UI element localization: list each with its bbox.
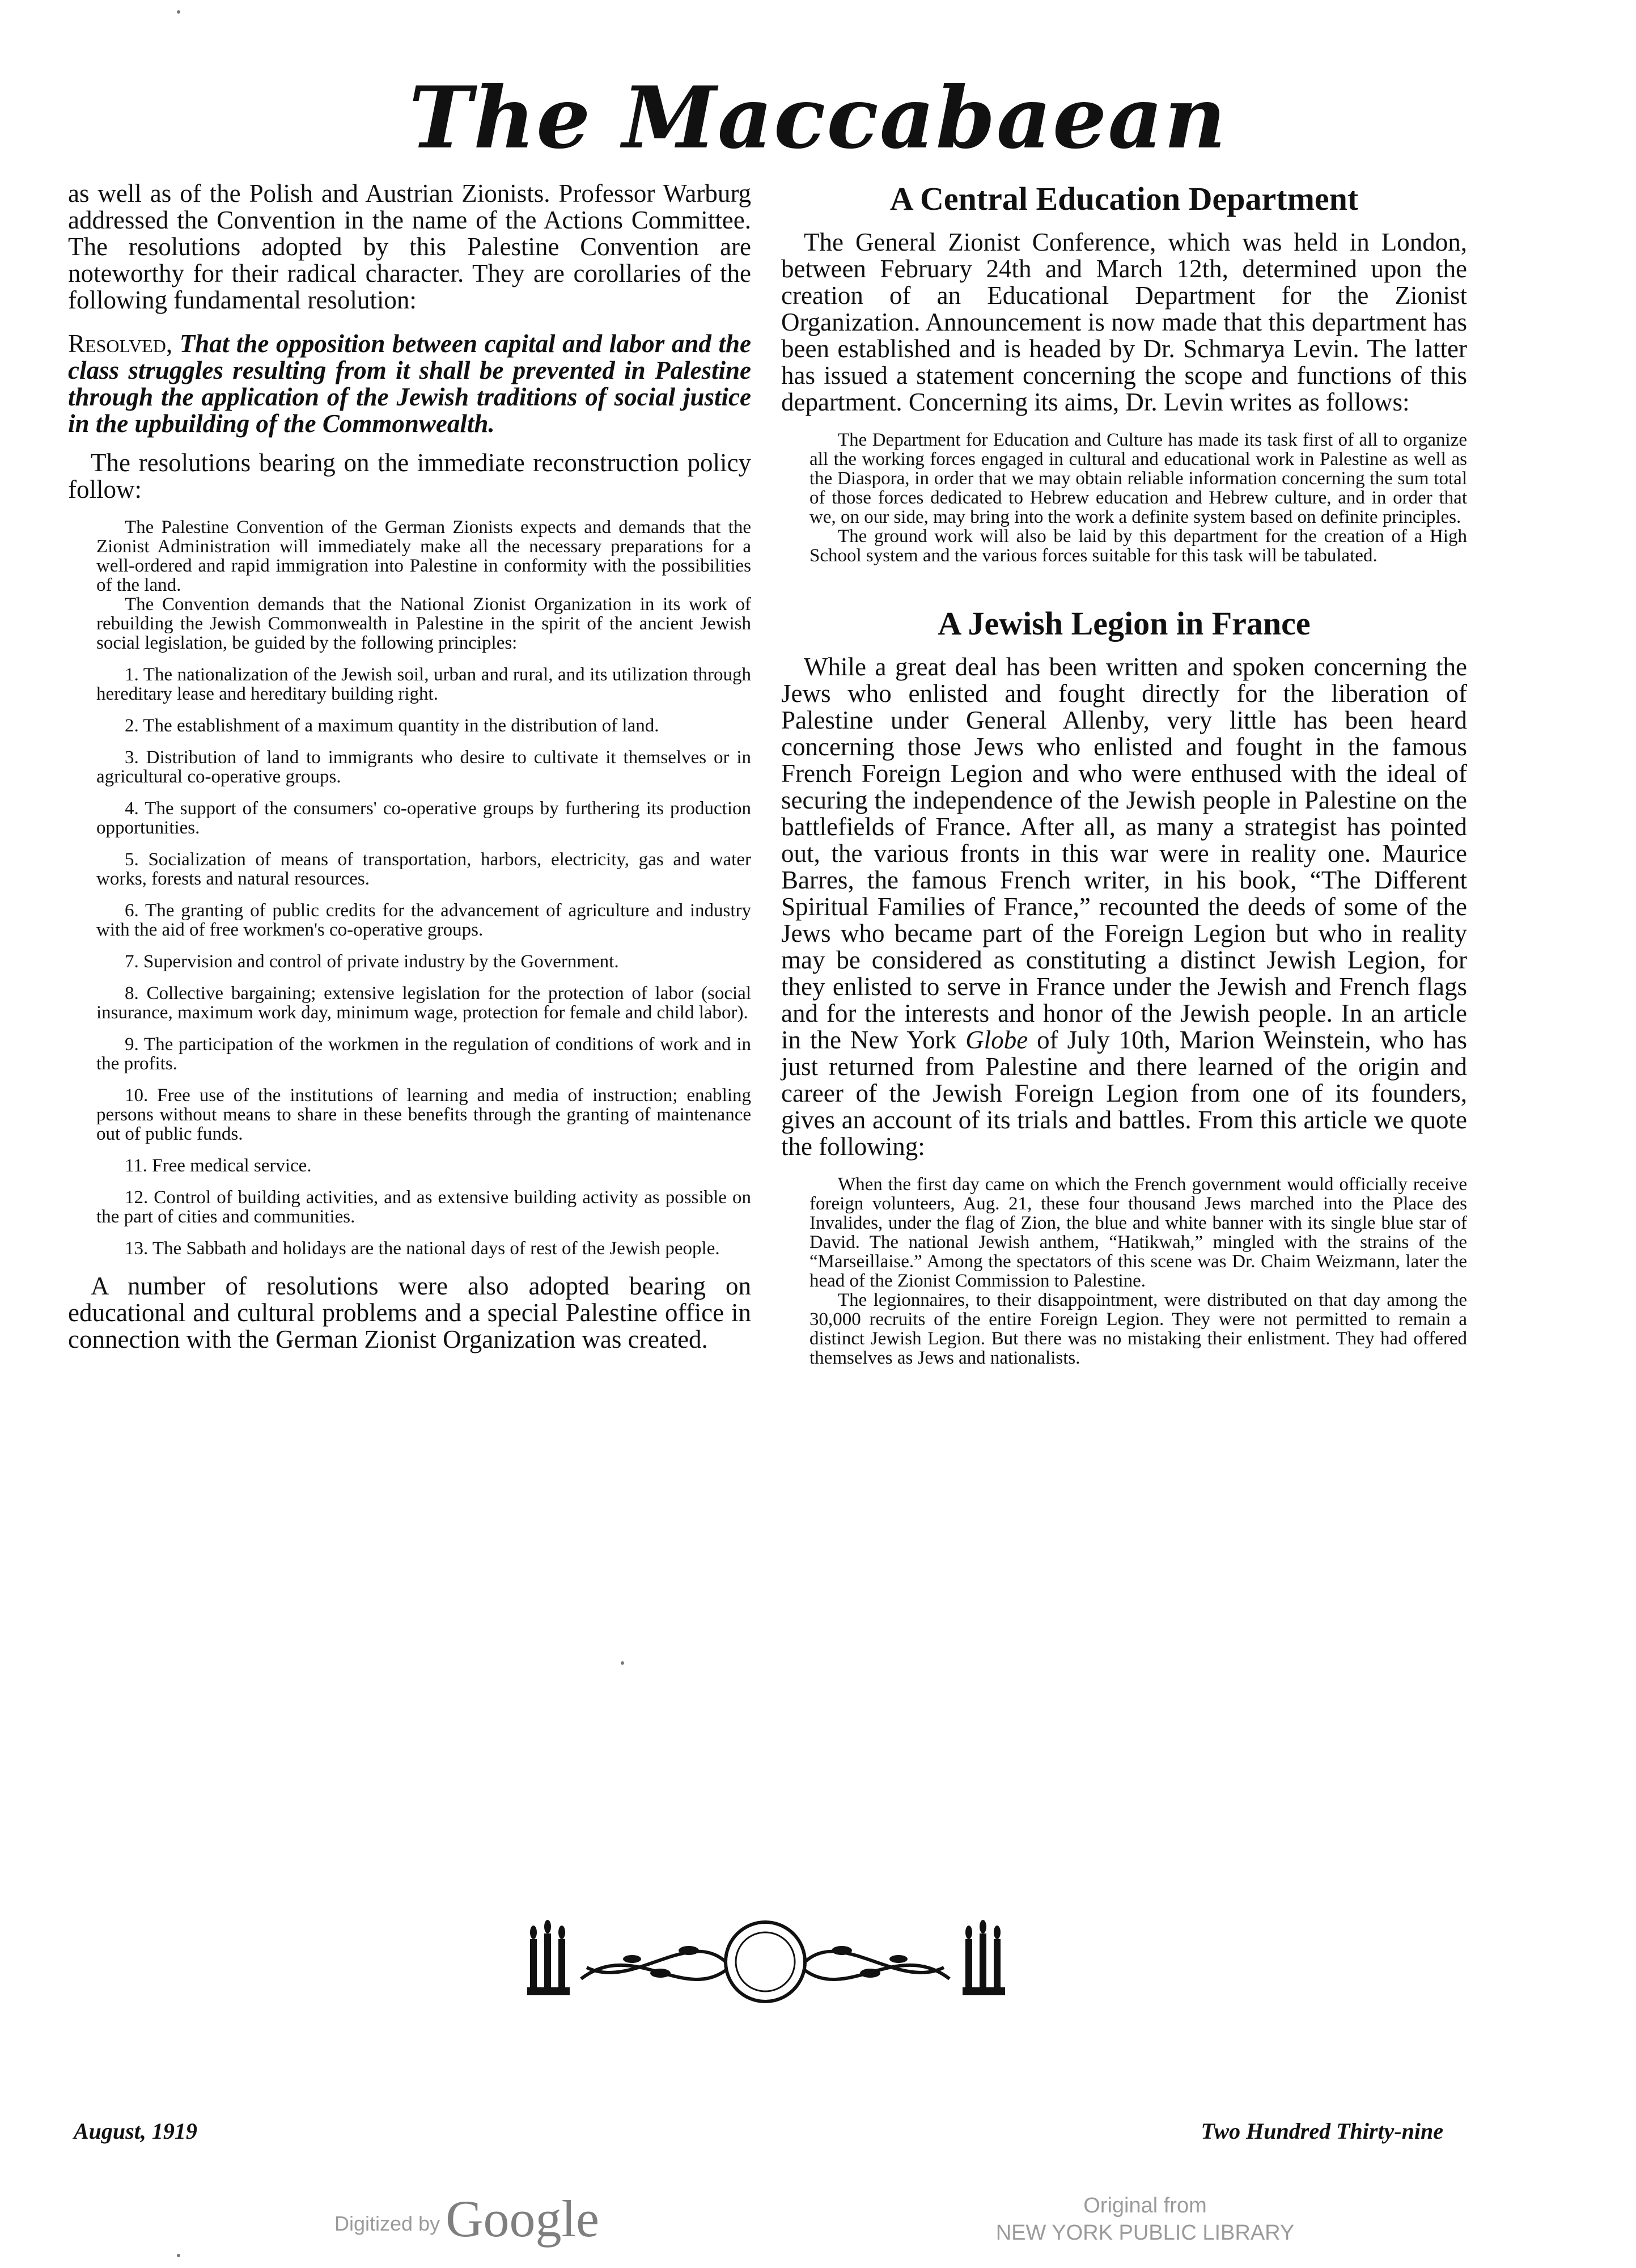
principle-item: 3. Distribution of land to immigrants who desire to cultivate it themselves or in agricultural co-operative groups. <box>96 747 751 787</box>
resolved-text: That the opposition between capital and labor and the class struggles resulting from it shall be prevented in Palestine through the application of the Jewish traditions of social justice in the upbuilding of the Commonwealth. <box>68 329 751 438</box>
principle-item: 6. The granting of public credits for the advancement of agriculture and industry with the aid of free workmen's co-operative groups. <box>96 900 751 940</box>
digitized-by-credit <box>334 2189 599 2249</box>
section-title-education: A Central Education Department <box>889 180 1359 217</box>
scan-speck <box>177 10 180 14</box>
resolved-paragraph <box>68 331 751 437</box>
principle-item: 2. The establishment of a maximum quantity in the distribution of land. <box>125 716 659 736</box>
quote-paragraph: The legionnaires, to their disappointment, were distributed on that day among the 30,000 recruits of the entire Foreign Legion. They were not permitted to remain a distinct Jewish Legion. But there was no mistaking their enlistment. They had offered themselves as Jews and nationalists. <box>809 1290 1467 1368</box>
intro-paragraph: as well as of the Polish and Austrian Zionists. Professor Warburg addressed the Convention in the name of the Actions Committee. The resolutions adopted by this Palestine Convention are noteworthy for their radical character. They are corollaries of the following fundamental resolution: <box>68 179 751 314</box>
newspaper-name: Globe <box>965 1026 1028 1054</box>
page-number: Two Hundred Thirty-nine <box>1201 2118 1443 2144</box>
principle-item: 8. Collective bargaining; extensive legislation for the protection of labor (social insurance, maximum work day, minimum wage, protection for female and child labor). <box>96 983 751 1023</box>
legion-body <box>781 654 1467 1160</box>
levin-quote <box>781 430 1467 565</box>
convention-quote <box>68 518 751 1258</box>
principle-item: 5. Socialization of means of transportation, harbors, electricity, gas and water works, forests and natural resources. <box>96 849 751 889</box>
quote-paragraph: When the first day came on which the French government would officially receive foreign volunteers, Aug. 21, these four thousand Jews marched into the Place des Invalides, under the flag of Zion, the blue and white banner with its single blue star of David. The national Jewish anthem, “Hatikwah,” mingled with the strains of the “Marseillaise.” Among the spectators of this scene was Dr. Chaim Weizmann, later the head of the Zionist Commission to Palestine. <box>809 1174 1467 1291</box>
original-from-label: Original from <box>1083 2194 1207 2218</box>
resolved-label: Resolved, <box>68 329 173 358</box>
wreath-ornament-icon <box>519 1905 1012 2019</box>
globe-quote <box>781 1175 1467 1368</box>
quote-paragraph: The Palestine Convention of the German Zionists expects and demands that the Zionist Administration will immediately make all the necessary preparations for a well-ordered and rapid immigration into Palestine in conformity with the possibilities of the land. <box>96 517 751 595</box>
legion-body-text: While a great deal has been written and spoken concerning the Jews who enlisted and fought directly for the liberation of Palestine under General Allenby, very little has been heard concerning those Jews who enlisted and fought in the famous French Foreign Legion and who were enthused with the ideal of securing the independence of the Jewish people in Palestine on the battlefields of France. After all, as many a strategist has pointed out, the various fronts in this war were in reality one. Maurice Barres, the famous French writer, in his book, “The Different Spiritual Families of France,” recounted the deeds of some of the Jews who became part of the Foreign Legion but who in reality may be considered as constituting a distinct Jewish Legion, for they enlisted to serve in France under the Jewish and French flags and for the interests and honor of the Jewish people. In an article in the New York <box>781 653 1467 1054</box>
digitized-label: Digitized by <box>334 2212 440 2235</box>
section-title-legion: A Jewish Legion in France <box>938 605 1311 642</box>
legion-body-text: of July 10th, Marion Weinstein, who has just returned from Palestine and there learned of the origin and career of the Jewish Foreign Legion from one of its founders, gives an account of its trials and battles. From this article we quote the following: <box>781 1026 1468 1161</box>
google-logo: Google <box>446 2190 599 2248</box>
principle-item: 13. The Sabbath and holidays are the national days of rest of the Jewish people. <box>125 1238 720 1259</box>
education-body: The General Zionist Conference, which was held in London, between February 24th and March 12th, determined upon the creation of an Educational Department for the Zionist Organization. Announcement is now made that this department has been established and is headed by Dr. Schmarya Levin. The latter has issued a statement concerning the scope and functions of this department. Concerning its aims, Dr. Levin writes as follows: <box>781 228 1467 416</box>
principle-item: 11. Free medical service. <box>125 1156 312 1176</box>
principle-item: 9. The participation of the workmen in the regulation of conditions of work and in the profits. <box>96 1034 751 1074</box>
principle-item: 4. The support of the consumers' co-operative groups by furthering its production opportunities. <box>96 798 751 838</box>
scan-speck <box>621 1661 624 1665</box>
lead-paragraph: The resolutions bearing on the immediate reconstruction policy follow: <box>68 448 751 503</box>
scan-speck <box>177 2254 180 2257</box>
quote-paragraph: The Department for Education and Culture has made its task first of all to organize all the working forces engaged in cultural and educational work in Palestine as well as the Diaspora, in order that we may obtain reliable information concerning the sum total of those forces dedicated to Hebrew education and Hebrew culture, and in order that we, on our side, may bring into the work a definite system based on definite principles. <box>809 430 1467 527</box>
original-source-credit <box>975 2192 1315 2246</box>
principle-item: 12. Control of building activities, and as extensive building activity as possible on the part of cities and communities. <box>96 1187 751 1227</box>
closing-paragraph: A number of resolutions were also adopted bearing on educational and cultural problems and a special Palestine office in connection with the German Zionist Organization was created. <box>68 1272 751 1353</box>
quote-paragraph: The ground work will also be laid by this department for the creation of a High School system and the various forces suitable for this task will be tabulated. <box>809 526 1467 566</box>
left-column <box>68 180 751 1353</box>
quote-paragraph: The Convention demands that the National Zionist Organization in its work of rebuilding the Jewish Commonwealth in Palestine in the spirit of the ancient Jewish social legislation, be guided by the following principles: <box>96 594 751 653</box>
principle-item: 7. Supervision and control of private industry by the Government. <box>125 951 619 972</box>
library-name: NEW YORK PUBLIC LIBRARY <box>995 2221 1295 2245</box>
masthead-title: The Maccabaean <box>409 68 1227 168</box>
principle-item: 1. The nationalization of the Jewish soil, urban and rural, and its utilization through hereditary lease and hereditary building right. <box>96 665 751 704</box>
right-column <box>781 180 1467 1382</box>
issue-date: August, 1919 <box>74 2118 197 2144</box>
principle-item: 10. Free use of the institutions of learning and media of instruction; enabling persons without means to share in these benefits through the granting of maintenance out of public funds. <box>96 1085 751 1144</box>
